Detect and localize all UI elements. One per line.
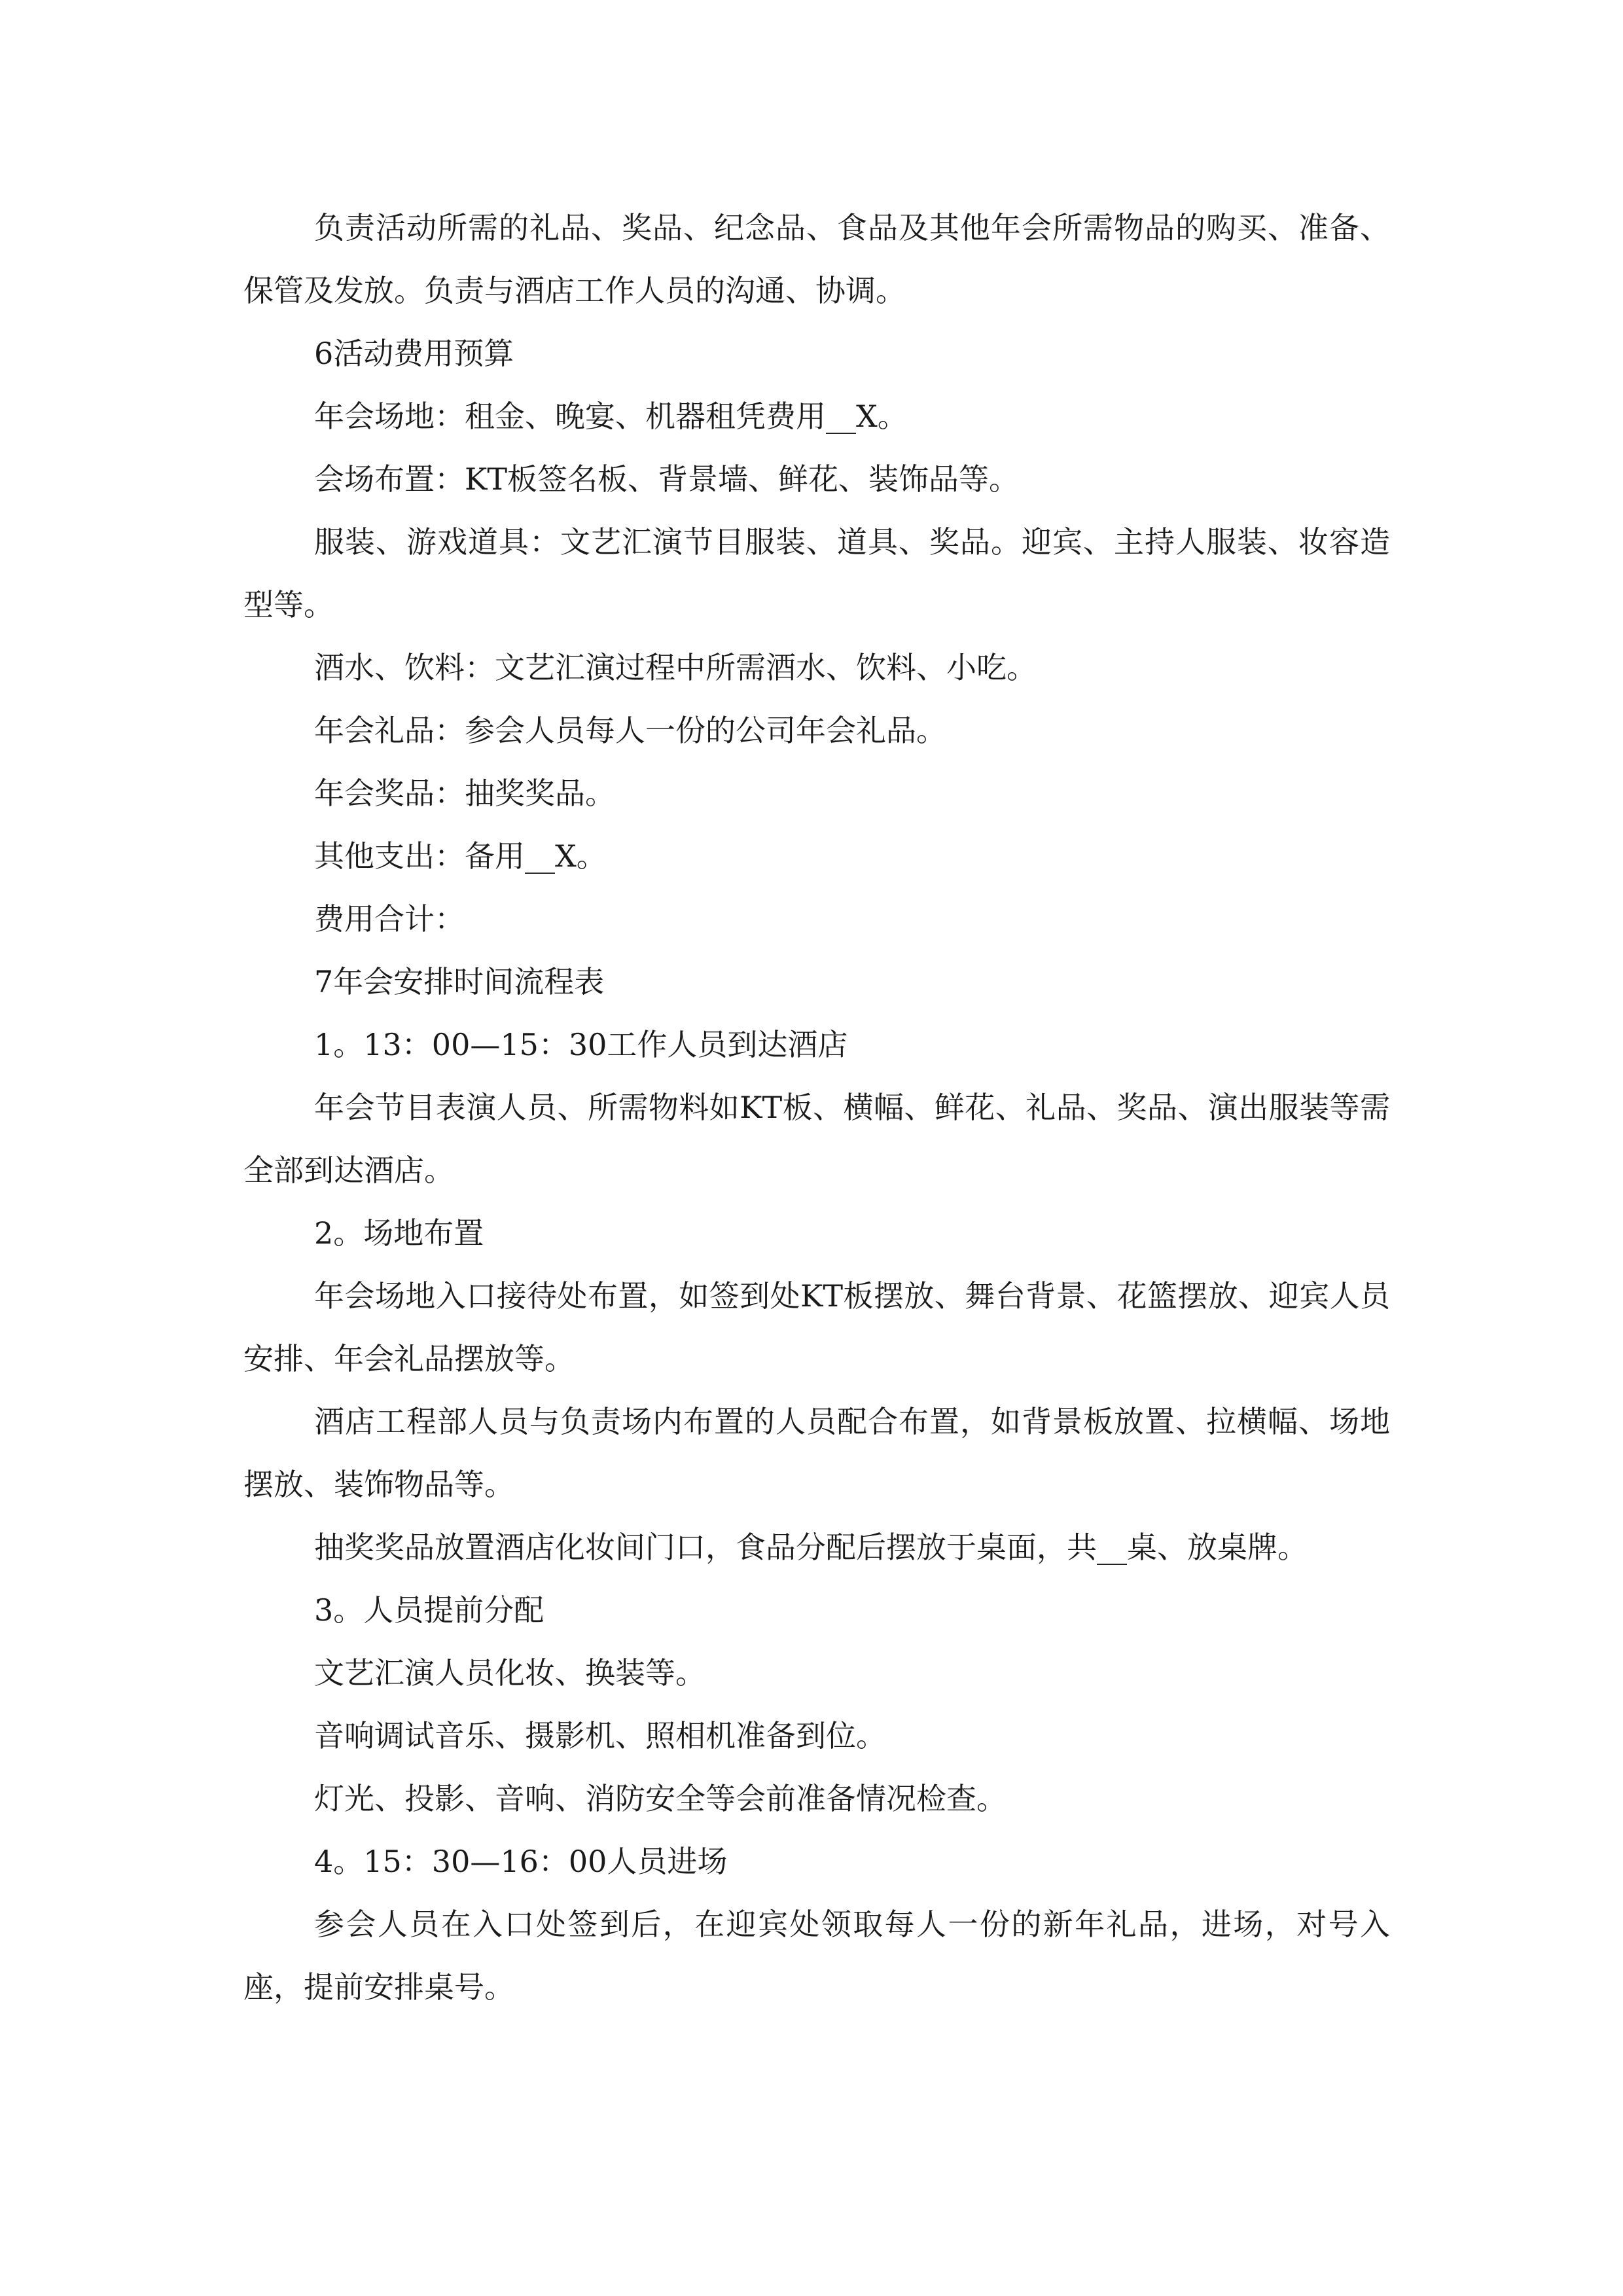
- schedule-item-1: 1。13：00—15：30工作人员到达酒店: [314, 1027, 848, 1062]
- paragraph-drinks: 酒水、饮料：文艺汇演过程中所需酒水、饮料、小吃。: [314, 650, 1037, 685]
- paragraph-gifts: 年会礼品：参会人员每人一份的公司年会礼品。: [314, 713, 946, 748]
- schedule-item-3: 3。人员提前分配: [314, 1592, 544, 1628]
- paragraph-arrival-materials: 年会节目表演人员、所需物料如KT板、横幅、鲜花、礼品、奖品、演出服装等需全部到达酒店。: [243, 1090, 1390, 1188]
- schedule-item-2: 2。场地布置: [314, 1215, 484, 1251]
- paragraph-makeup: 文艺汇演人员化妆、换装等。: [314, 1655, 705, 1691]
- paragraph-responsibility: 负责活动所需的礼品、奖品、纪念品、食品及其他年会所需物品的购买、准备、保管及发放。负责与酒店工作人员的沟通、协调。: [243, 210, 1390, 308]
- heading-schedule: 7年会安排时间流程表: [314, 964, 605, 999]
- schedule-item-4: 4。15：30—16：00人员进场: [314, 1844, 728, 1879]
- paragraph-venue-layout: 会场布置：KT板签名板、背景墙、鲜花、装饰品等。: [314, 461, 1020, 497]
- paragraph-prizes: 年会奖品：抽奖奖品。: [314, 776, 615, 811]
- document-body: [243, 196, 1390, 2018]
- paragraph-sound-check: 音响调试音乐、摄影机、照相机准备到位。: [314, 1718, 886, 1753]
- paragraph-total-cost: 费用合计：: [314, 901, 465, 937]
- paragraph-lighting-check: 灯光、投影、音响、消防安全等会前准备情况检查。: [314, 1781, 1007, 1816]
- paragraph-costume-props: 服装、游戏道具：文艺汇演节目服装、道具、奖品。迎宾、主持人服装、妆容造型等。: [243, 524, 1390, 622]
- paragraph-lottery-setup: 抽奖奖品放置酒店化妆间门口，食品分配后摆放于桌面，共__桌、放桌牌。: [314, 1530, 1308, 1565]
- paragraph-other-expense: 其他支出：备用__X。: [314, 838, 607, 874]
- heading-budget: 6活动费用预算: [314, 336, 514, 371]
- paragraph-hotel-engineering: 酒店工程部人员与负责场内布置的人员配合布置，如背景板放置、拉横幅、场地摆放、装饰物品等。: [243, 1404, 1390, 1502]
- paragraph-venue-cost: 年会场地：租金、晚宴、机器租凭费用__X。: [314, 399, 908, 434]
- paragraph-entrance-setup: 年会场地入口接待处布置，如签到处KT板摆放、舞台背景、花篮摆放、迎宾人员安排、年会礼品摆放等。: [243, 1278, 1390, 1376]
- paragraph-checkin: 参会人员在入口处签到后，在迎宾处领取每人一份的新年礼品，进场，对号入座，提前安排桌号。: [243, 1907, 1390, 2005]
